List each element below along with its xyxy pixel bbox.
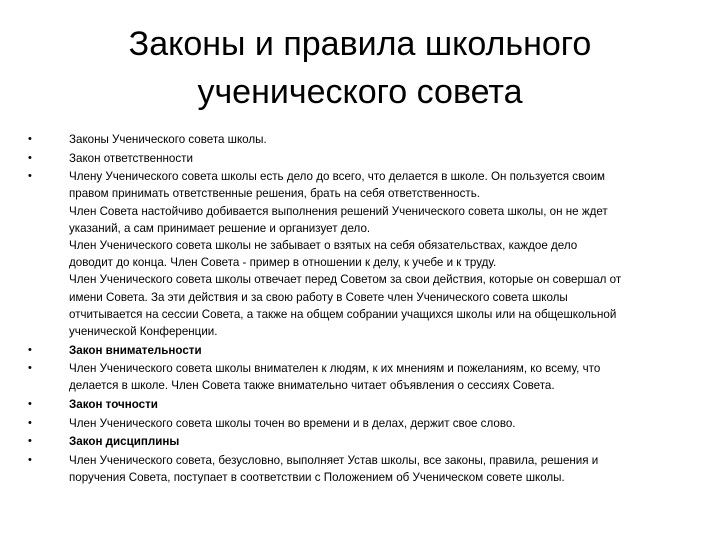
list-item-text	[69, 150, 688, 167]
text-line: Закон точности	[69, 398, 158, 411]
text-line: указаний, а сам принимает решение и организует дело.	[69, 221, 371, 235]
list-item	[28, 452, 688, 486]
list-item-text	[69, 168, 688, 340]
slide-title-line-2: ученического совета	[197, 73, 523, 111]
bullet-icon: •	[28, 435, 32, 448]
text-line: Член Совета настойчиво добивается выполнения решений Ученического совета школы, он не ждет	[69, 204, 608, 218]
list-item	[28, 396, 688, 413]
text-line: Член Ученического совета школы не забывает о взятых на себя обязательствах, каждое дело	[69, 239, 578, 252]
slide-title-line-1: Законы и правила школьного	[128, 25, 592, 63]
text-line: Член Ученического совета школы точен во времени и в делах, держит свое слово.	[69, 416, 516, 430]
text-line: Закон дисциплины	[69, 435, 180, 449]
bullet-icon: •	[28, 170, 32, 183]
text-line: Закон ответственности	[69, 151, 193, 165]
list-item	[28, 131, 688, 148]
bullet-icon: •	[28, 133, 32, 145]
list-item	[28, 168, 688, 340]
list-item-text	[69, 396, 688, 413]
text-line: доводит до конца. Член Совета - пример в отношении к делу, к учебе и к труду.	[69, 256, 497, 270]
list-item-text	[69, 342, 688, 359]
list-item-text	[69, 452, 688, 486]
list-item-text	[69, 131, 688, 148]
bullet-icon: •	[28, 416, 32, 429]
list-item-text	[69, 415, 688, 432]
text-line: Член Ученического совета школы отвечает перед Советом за свои действия, которые он совершал от	[69, 273, 622, 287]
text-line: правом принимать ответственные решения, брать на себя ответственность.	[69, 187, 480, 201]
list-item-text	[69, 433, 688, 450]
text-line: отчитывается на сессии Совета, а также на общем собрании учащихся школы или на общешкольной	[69, 307, 617, 321]
text-line: Член Ученического совета школы внимателен к людям, к их мнениям и пожеланиям, ко всему, что	[69, 362, 601, 376]
bullet-icon: •	[28, 343, 32, 356]
list-item	[28, 433, 688, 450]
bullet-list	[28, 131, 688, 488]
bullet-icon: •	[28, 398, 32, 410]
bullet-icon: •	[28, 151, 32, 164]
text-line: ученической Конференции.	[69, 325, 218, 339]
list-item	[28, 360, 688, 394]
slide-title	[60, 20, 660, 116]
text-line: Закон внимательности	[69, 343, 202, 357]
text-line: имени Совета. За эти действия и за свою работу в Совете член Ученического совета школы	[69, 290, 568, 304]
list-item	[28, 342, 688, 359]
text-line: поручения Совета, поступает в соответствии с Положением об Ученическом совете школы.	[69, 470, 565, 484]
text-line: делается в школе. Член Совета также внимательно читает объявления о сессиях Совета.	[69, 379, 555, 393]
list-item-text	[69, 360, 688, 394]
text-line: Законы Ученического совета школы.	[69, 133, 267, 146]
text-line: Члену Ученического совета школы есть дело до всего, что делается в школе. Он пользуется своим	[69, 170, 606, 184]
bullet-icon: •	[28, 453, 32, 466]
text-line: Член Ученического совета, безусловно, выполняет Устав школы, все законы, правила, решения и	[69, 453, 599, 467]
list-item	[28, 150, 688, 167]
list-item	[28, 415, 688, 432]
bullet-icon: •	[28, 362, 32, 375]
